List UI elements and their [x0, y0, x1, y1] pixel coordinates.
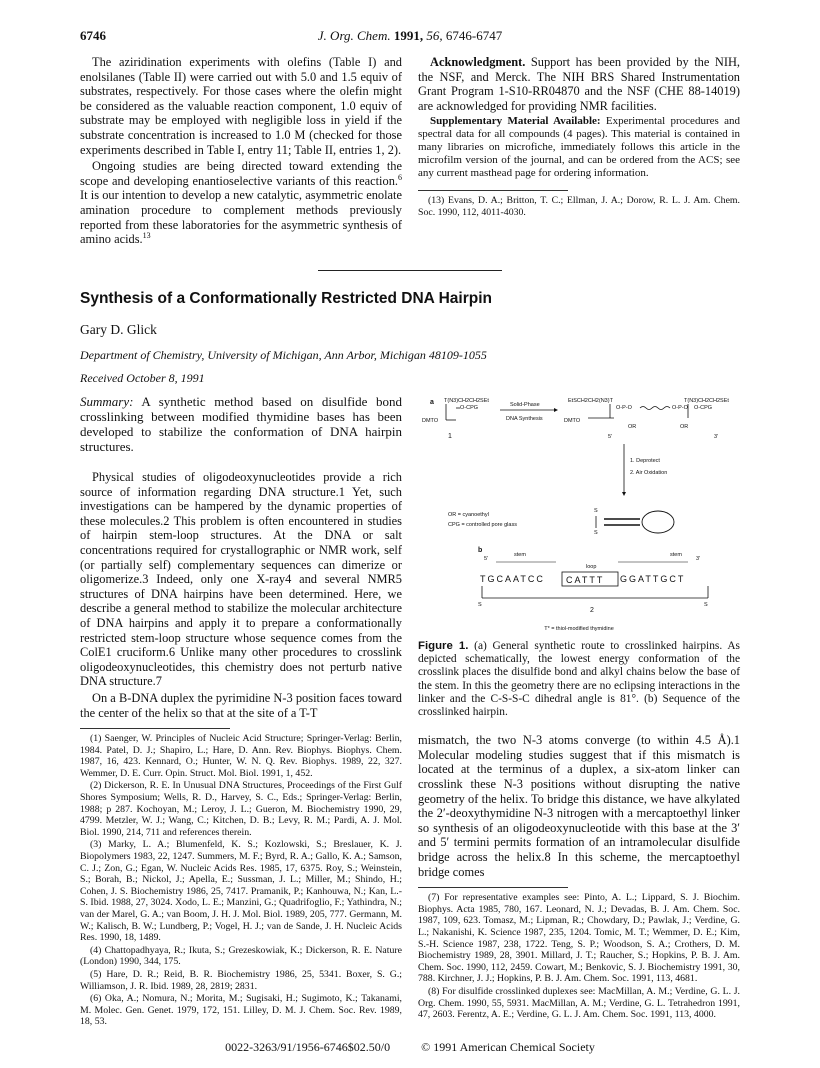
paragraph: Physical studies of oligodeoxynucleotides provide a rich source of information regarding DNA structure.1 Yet, such investigations can be hampered by the dynamic properties of these molecules.2 This problem is often encountered in studies of hairpin stem-loop structures. At the DNA or salt concentrations required for crystallographic or NMR work, self (or partially self) complementary sequences can dimerize or oligomerize.3 Indeed, only one X-ray4 and several NMR5 structures of DNA hairpins have been determined. Here, we describe a general method to stabilize the molecular architecture of DNA hairpins and apply it to prepare a conformationally restricted stem-loop structure whose sequence comes from the ColE1 cruciform.6 Unlike many other procedures to crosslink oligodeoxynucleotides, this chemistry does not perturb native DNA structure.7: [80, 470, 402, 689]
s-atom-label: S: [594, 508, 598, 514]
or-label: OR: [680, 424, 689, 430]
stem-label: stem: [670, 552, 682, 558]
step-1-label: 1. Deprotect: [630, 458, 660, 464]
paragraph: Ongoing studies are being directed toward extending the scope and developing enantioselective variants of this reaction.$^6$ It is our intention to develop a new catalytic, asymmetric enolate amination procedure to complement methods previously reported from these laboratories for the asymmetric synthesis of amino acids.$^{13}$: [80, 159, 402, 247]
or-label: OR: [628, 424, 637, 430]
compound-1-label: 1: [448, 433, 452, 440]
stem-label: stem: [514, 552, 526, 558]
phosphodiester-label: O-P-O: [616, 405, 632, 411]
paragraph: mismatch, the two N-3 atoms converge (to within 4.5 Å).1 Molecular modeling studies suggest that if this mismatch is located at the terminus of a duplex, a six-atom linker can crosslink these N-3 positions without disrupting the native geometry of the helix. To bridge this distance, we have alkylated the 2′-deoxythymidine N-3 nitrogen with a mercaptoethyl linker so synthesis of an oligodeoxynucleotide with this base at the 3′ and 5′ termini permits formation of an intramolecular disulfide bridge across the helix.8 In this scheme, the mercaptoethyl bridge comes: [418, 733, 740, 879]
dmto-label: DMTO: [422, 418, 439, 424]
copyright: © 1991 American Chemical Society: [421, 1040, 595, 1054]
figure-part-b-label: b: [478, 547, 483, 554]
footnotes-right: [418, 892, 740, 1021]
reagent-label: EtSCH2CH2(N3)T: [568, 398, 613, 404]
compound-2-label: 2: [590, 607, 594, 614]
summary: Summary: A synthetic method based on disulfide bond crosslinking between modified thymidine bases has been developed to stabilize the conformation of DNA hairpin structures.: [80, 394, 402, 454]
footnote-rule: [418, 190, 568, 191]
s-atom-label: S: [478, 602, 482, 608]
five-prime-label: 5': [484, 556, 489, 562]
footnote: (4) Chattopadhyaya, R.; Ikuta, S.; Grezeskowiak, K.; Dickerson, R. E. Nature (London) 1990, 344, 175.: [80, 944, 402, 968]
footnote: (3) Marky, L. A.; Blumenfeld, K. S.; Kozlowski, S.; Breslauer, K. J. Biopolymers 1983, 22, 1247. Summers, M. F.; Byrd, R. A.; Gallo, K. A.; Samson, C. J.; Zon, G.; Egan, W. Nucleic Acids Res. 1985, 17, 6375. Roy, S.; Weinstein, S.; Borah, B.; Nickol, J.; Apella, E.; Sussman, J. L.; Miller, M.; Shindo, H.; Cohen, J. S. Biochemistry 1986, 25, 7417. Pramanik, P.; Kanhouwa, N.; Kan, L.-S. Ibid. 1988, 27, 3024. Xodo, L. E.; Manzini, G.; Quadrifoglio, F.; Yathindra, N.; van der Marel, G. A.; van Boom, J. H. J. Mol. Biol. 1989, 205, 777. Germann, M. W.; Kalisch, B. W.; Lundberg, P.; Vogel, H. J.; van de Sande, J. H. Nucleic Acids Res. 1990, 18, 1489.: [80, 839, 402, 944]
author-affiliation: Department of Chemistry, University of Michigan, Ann Arbor, Michigan 48109-1055: [80, 348, 487, 362]
footnote: (7) For representative examples see: Pinto, A. L.; Lippard, S. J. Biochim. Biophys. Acta 1985, 780, 167. Leonard, N. J.; Devadas, B. J. Am. Chem. Soc. 1987, 109, 623. Tomasz, M.; Lipman, R.; Chowdary, D.; Pawlak, J.; Verdine, G. L.; Nakanishi, K. Science 1987, 235, 1204. Tomic, M. T.; Wemmer, D. E.; Kim, S.-H. Science 1987, 238, 1722. Teng, S. P.; Woodson, S. A.; Crothers, D. M. Biochemistry 1989, 28, 3901. Millard, J. T.; Raucher, S.; Hopkins, P. B. J. Am. Chem. Soc. 1990, 112, 2459. Cowart, M.; Benkovic, S. J. Biochemistry 1991, 30, 788. Kirchner, J. J.; Hopkins, P. B. J. Am. Chem. Soc. 1991, 113, 4681.: [418, 892, 740, 985]
page-number: 6746: [80, 28, 106, 43]
prev-article-left-column: [80, 55, 402, 249]
phosphodiester-label: O-P-O: [672, 405, 688, 411]
supplementary-material: Supplementary Material Available: Experimental procedures and spectral data for all compounds (4 pages). This material is contained in many libraries on microfiche, immediately follows this article in the microfilm version of the journal, and can be ordered from the ACS; see any current masthead page for ordering information.: [418, 115, 740, 180]
article-left-column: [80, 394, 402, 1029]
paragraph: The aziridination experiments with olefins (Table I) and enolsilanes (Table II) were carried out with 5.0 and 1.5 equiv of substrates, respectively. For those cases where the olefin might be considered as the valuable reaction component, 1.0 equiv of substrate may be employed with negligible loss in yield if the substrate concentration is increased to 1.0 M (checked for those experiments described in Table I, entry 11; Table II, entries 1, 2).: [80, 55, 402, 157]
article-separator-rule: [318, 270, 502, 271]
author-name: Gary D. Glick: [80, 322, 157, 337]
figure-1-caption: Figure 1. (a) General synthetic route to crosslinked hairpins. As depicted schematically, the lowest energy conformation of the crosslink places the disulfide bond and alkyl chains below the base of the stem. In this the geometry there are no eclipsing interactions in the linker and the C-S-S-C dihedral angle is 81°. (b) Sequence of the crosslinked hairpin.: [418, 640, 740, 719]
article-code: 0022-3263/91/1956-6746$02.50/0: [225, 1040, 391, 1054]
footnote-rule: [418, 887, 568, 888]
sequence-loop: CATTT: [566, 575, 605, 585]
legend-cpg: CPG = controlled pore glass: [448, 522, 517, 528]
article-right-column: [418, 640, 740, 1022]
figure-1-scheme: [418, 392, 740, 614]
running-header: [80, 28, 740, 46]
sequence-stem-5: TGCAATCC: [480, 574, 545, 584]
page-footer: [0, 1040, 820, 1055]
loop-label: loop: [586, 564, 597, 570]
dmto-label: DMTO: [564, 418, 581, 424]
s-atom-label: S: [594, 530, 598, 536]
three-prime-label: 3': [696, 556, 701, 562]
three-prime-label: 3': [714, 434, 719, 440]
reagent-label: T(N3)CH2CH2SEt: [684, 398, 729, 404]
dna-synthesis-label: DNA Synthesis: [506, 416, 543, 422]
footnote: (8) For disulfide crosslinked duplexes see: MacMillan, A. M.; Verdine, G. L. J. Org. Chem. 1990, 55, 5931. MacMillan, A. M.; Verdine, G. L. Tetrahedron 1991, 47, 2603. Ferentz, A. E.; Verdine, G. L. J. Am. Chem. Soc. 1991, 113, 4000.: [418, 985, 740, 1021]
t-star-legend: T* = thiol-modified thymidine: [544, 626, 614, 632]
legend-or: OR = cyanoethyl: [448, 512, 489, 518]
reagent-label: T(N3)CH2CH2SEt: [444, 398, 489, 404]
figure-part-a-label: a: [430, 399, 434, 406]
journal-reference: J. Org. Chem. 1991, 56, 6746-6747: [317, 28, 503, 43]
step-2-label: 2. Air Oxidation: [630, 470, 668, 476]
footnote-rule: [80, 728, 230, 729]
footnote-13: (13) Evans, D. A.; Britton, T. C.; Ellman, J. A.; Dorow, R. L. J. Am. Chem. Soc. 1990, 112, 4011-4030.: [418, 195, 740, 218]
prev-article-right-column: [418, 55, 740, 220]
five-prime-label: 5': [608, 434, 613, 440]
acknowledgment: Acknowledgment. Support has been provided by the NIH, the NSF, and Merck. The NIH BRS Shared Instrumentation Grant Program 1-S10-RR04870 and the NSF (CHE 88-14019) are acknowledged for providing NMR facilities.: [418, 55, 740, 113]
ocpg-label: O-CPG: [694, 405, 713, 411]
footnotes-left: [80, 733, 402, 1028]
footnote: (2) Dickerson, R. E. In Unusual DNA Structures, Proceedings of the First Gulf Shores Symposium; Wells, R. D., Harvey, S. C., Eds.; Springer-Verlag: Berlin, 1988; p 287. Kochoyan, M.; Leroy, J. L.; Gueron, M. Biochemistry 1990, 29, 4799. Metzler, W. J.; Wang, C.; Kitchen, D. B.; Levy, R. M.; Pardi, A. J. Mol. Biol. 1990, 214, 711 and references therein.: [80, 780, 402, 838]
paragraph: On a B-DNA duplex the pyrimidine N-3 position faces toward the center of the helix so that at the site of a T-T: [80, 690, 402, 720]
sequence-stem-3: GGATTGCT: [620, 574, 686, 584]
footnote: (1) Saenger, W. Principles of Nucleic Acid Structure; Springer-Verlag: Berlin, 1984. Patel, D. J.; Shapiro, L.; Hare, D. Ann. Rev. Biophys. Biophys. Chem. 1987, 16, 423. Kennard, O.; Hunter, W. N. Q. Rev. Biophys. 1989, 22, 327. Wemmer, D. E. Curr. Opin. Struct. Mol. Biol. 1991, 1, 452.: [80, 733, 402, 779]
footnote: (5) Hare, D. R.; Reid, B. R. Biochemistry 1986, 25, 5341. Boxer, S. G.; Williamson, J. R. Ibid. 1989, 28, 2819; 2831.: [80, 968, 402, 992]
article-title: Synthesis of a Conformationally Restricted DNA Hairpin: [80, 290, 492, 307]
solid-phase-label: Solid-Phase: [510, 402, 540, 408]
received-date: Received October 8, 1991: [80, 371, 205, 385]
footnote: (6) Oka, A.; Nomura, N.; Morita, M.; Sugisaki, H.; Sugimoto, K.; Takanami, M. Molec. Gen. Genet. 1979, 172, 151. Lilley, D. M. J. Chem. Soc. Rev. 1989, 18, 53.: [80, 993, 402, 1028]
ocpg-label: O-CPG: [460, 405, 479, 411]
s-atom-label: S: [704, 602, 708, 608]
